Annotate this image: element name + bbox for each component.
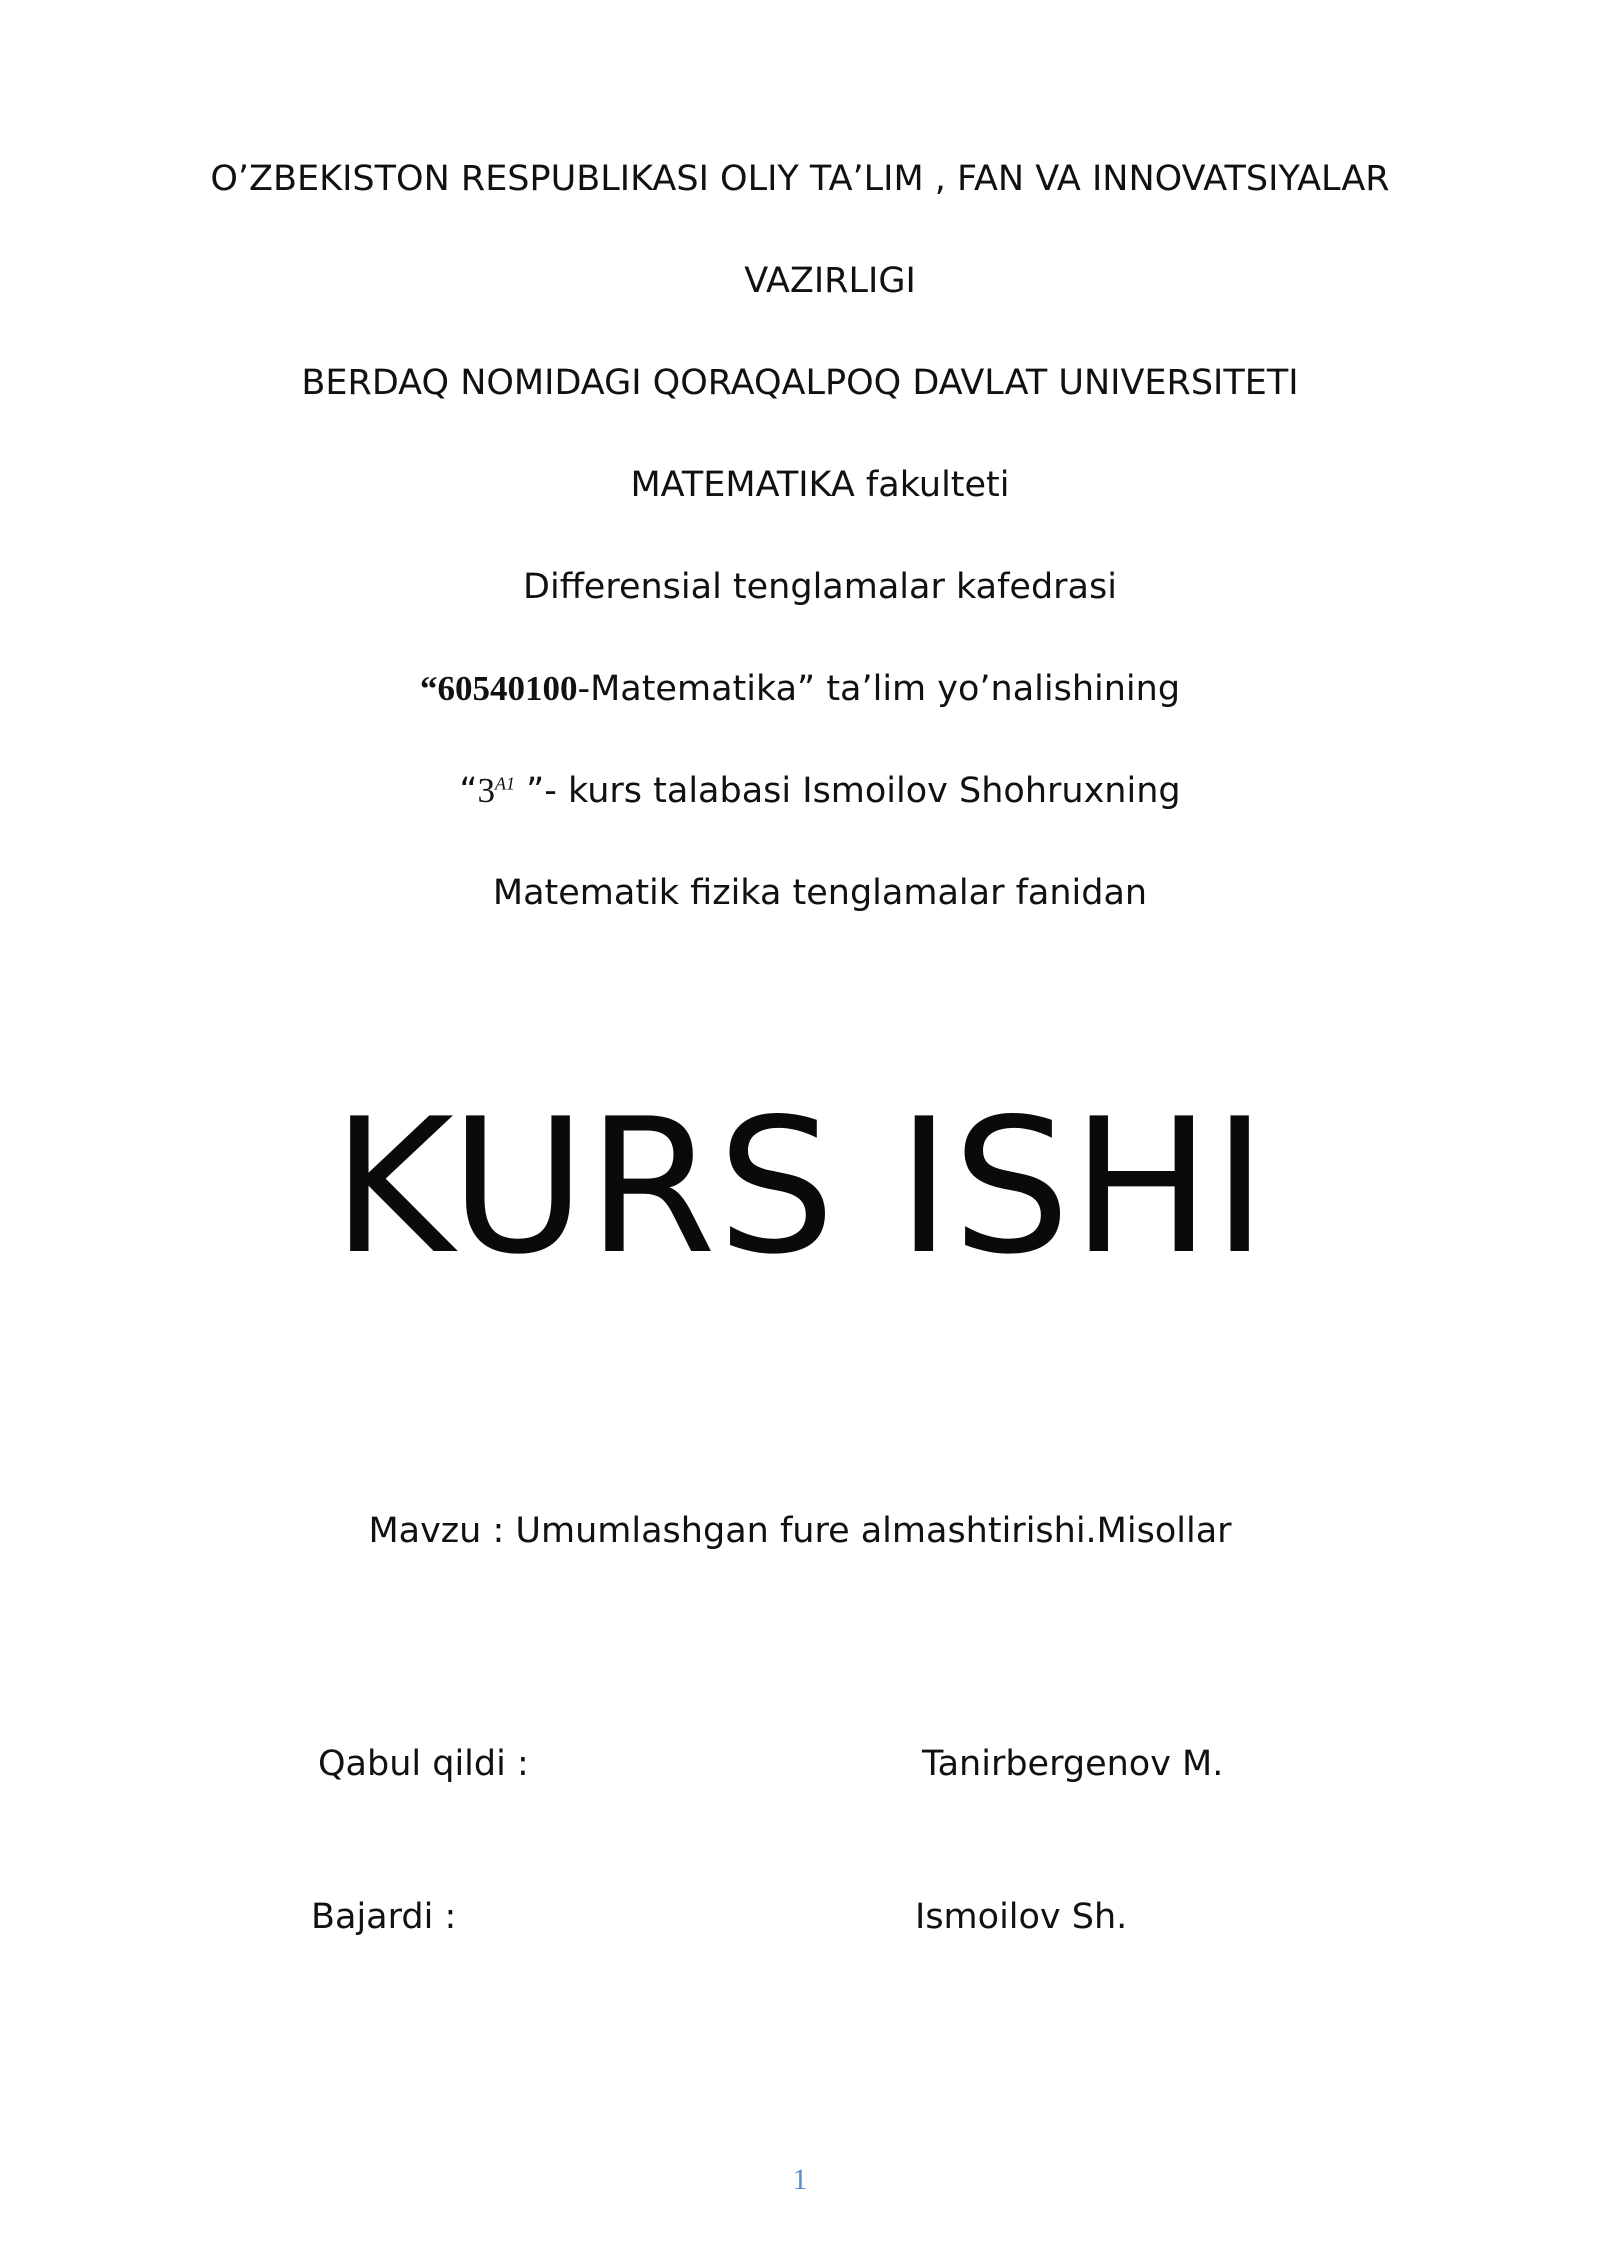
direction-open-quote: “ bbox=[419, 669, 438, 708]
ministry-line-1: O’ZBEKISTON RESPUBLIKASI OLIY TA’LIM , FAN VA INNOVATSIYALAR bbox=[210, 159, 1390, 199]
course-number: 3 bbox=[477, 771, 496, 810]
student-text: ”- kurs talabasi Ismoilov Shohruxning bbox=[515, 771, 1181, 811]
document-title: KURS ISHI bbox=[331, 1078, 1269, 1295]
direction-text: -Matematika” ta’lim yo’nalishining bbox=[577, 669, 1181, 709]
performed-name: Ismoilov Sh. bbox=[915, 1897, 1128, 1937]
university-name: BERDAQ NOMIDAGI QORAQALPOQ DAVLAT UNIVERSITETI bbox=[301, 363, 1299, 403]
performed-label: Bajardi : bbox=[311, 1897, 457, 1937]
student-open-quote: “ bbox=[459, 771, 478, 811]
direction-code: 60540100 bbox=[437, 669, 578, 708]
topic-line: Mavzu : Umumlashgan fure almashtirishi.Misollar bbox=[368, 1511, 1232, 1551]
course-group: A1 bbox=[495, 773, 516, 794]
accepted-label: Qabul qildi : bbox=[318, 1744, 529, 1784]
accepted-name: Tanirbergenov M. bbox=[922, 1744, 1224, 1784]
subject-line: Matematik fizika tenglamalar fanidan bbox=[492, 873, 1148, 913]
ministry-line-2: VAZIRLIGI bbox=[744, 261, 916, 301]
page-number: 1 bbox=[792, 2163, 808, 2196]
faculty-name: MATEMATIKA fakulteti bbox=[630, 465, 1010, 505]
student-line bbox=[0, 767, 1600, 815]
department-name: Differensial tenglamalar kafedrasi bbox=[523, 567, 1117, 607]
direction-line bbox=[0, 665, 1600, 713]
